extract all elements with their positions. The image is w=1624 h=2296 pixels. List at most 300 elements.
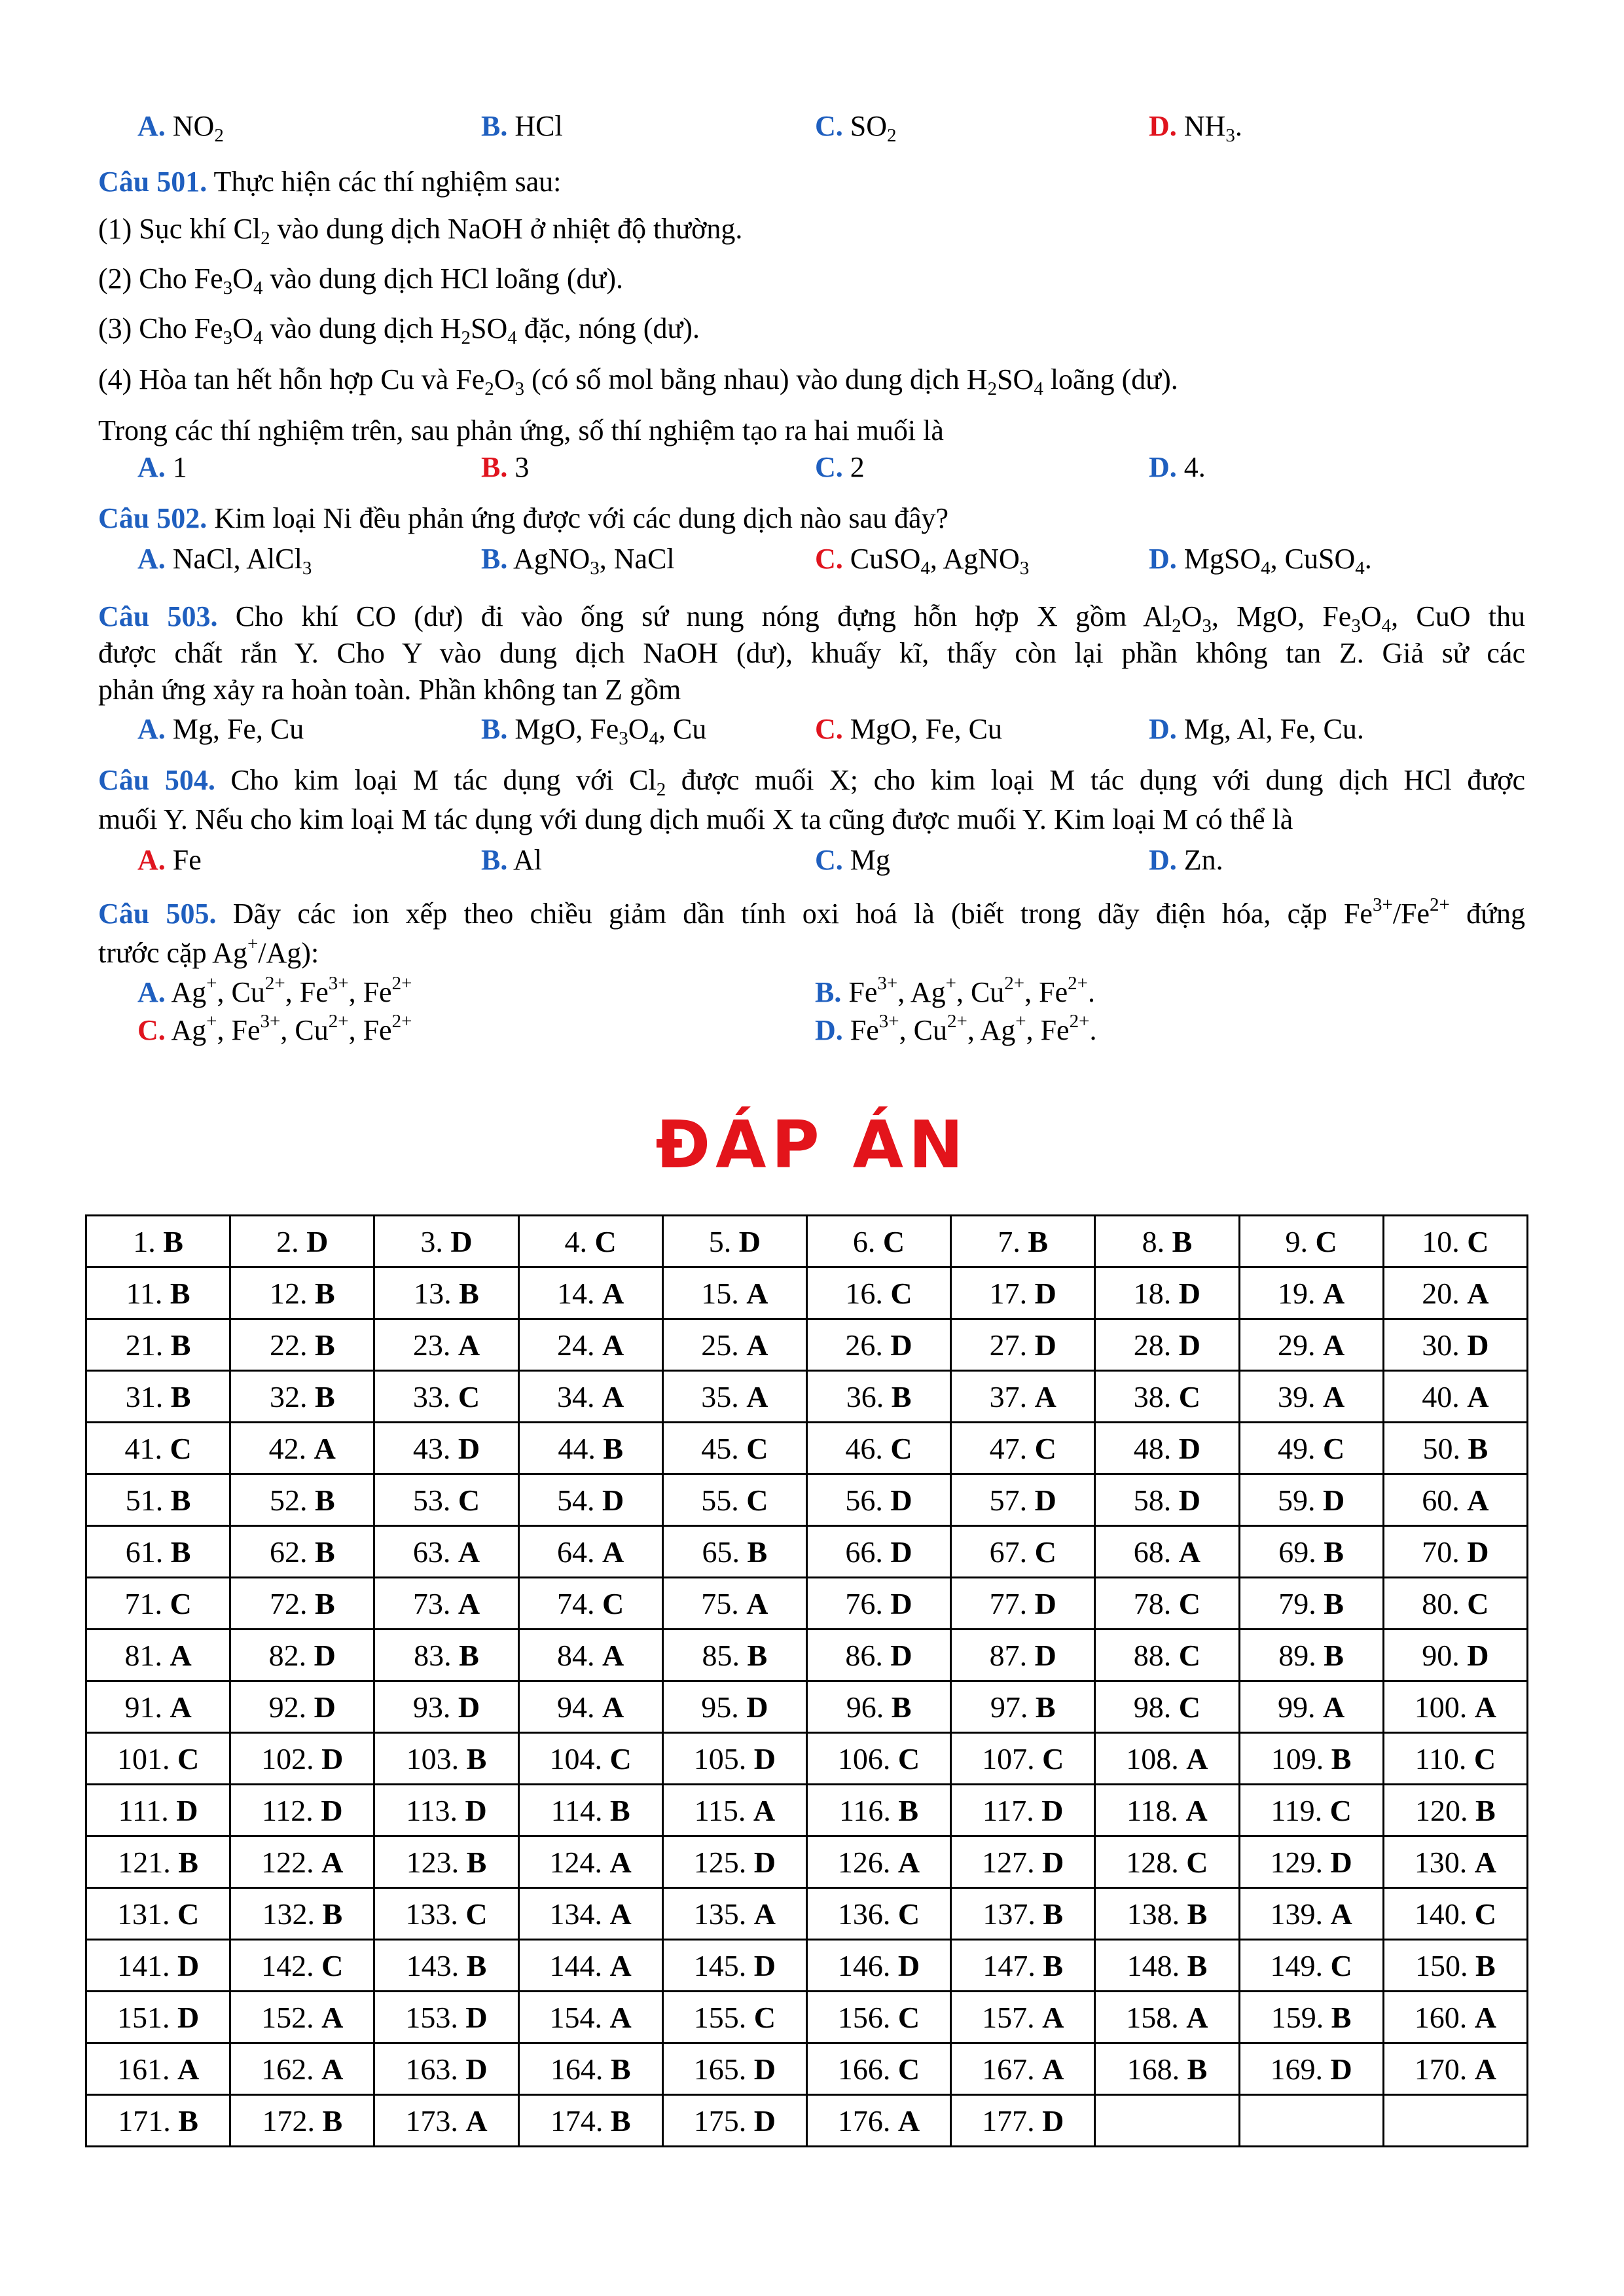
answer-cell	[951, 1940, 1095, 1992]
question-number: 34.	[557, 1379, 603, 1413]
answer-letter: C	[897, 1897, 920, 1931]
question-number: 13.	[414, 1276, 460, 1310]
answer-cell	[1383, 1474, 1527, 1526]
answer-row	[86, 1371, 1528, 1423]
answer-cell	[1095, 1681, 1239, 1733]
q501-option-d: D. 4.	[1149, 451, 1206, 483]
answer-letter: A	[1322, 1276, 1345, 1310]
question-number: 134.	[549, 1897, 610, 1931]
question-number: 9.	[1285, 1224, 1316, 1258]
question-number: 47.	[989, 1431, 1035, 1465]
answer-letter: B	[1187, 1948, 1208, 1982]
answer-cell	[1095, 1836, 1239, 1888]
q500-option-d: D. $NH_3$.	[1149, 110, 1242, 146]
answer-letter: A	[609, 2000, 632, 2034]
question-number: 83.	[414, 1638, 460, 1672]
question-number: 6.	[852, 1224, 883, 1258]
question-number: 157.	[982, 2000, 1043, 2034]
answer-cell	[662, 1836, 806, 1888]
question-number: 177.	[982, 2104, 1043, 2138]
answer-cell	[518, 1267, 662, 1319]
answer-letter: D	[1034, 1328, 1056, 1362]
question-number: 1.	[133, 1224, 164, 1258]
question-number: 96.	[846, 1690, 892, 1724]
answer-cell	[374, 2043, 518, 2095]
answer-cell	[374, 1371, 518, 1423]
answer-letter: C	[1473, 1741, 1496, 1776]
answer-cell	[1095, 1992, 1239, 2043]
answer-letter: A	[1178, 1535, 1201, 1569]
answer-letter: C	[177, 1741, 200, 1776]
answer-letter: C	[1034, 1535, 1056, 1569]
question-number: 133.	[405, 1897, 466, 1931]
answer-letter: D	[1467, 1328, 1489, 1362]
question-number: 108.	[1126, 1741, 1187, 1776]
answer-cell	[230, 1681, 374, 1733]
question-number: 130.	[1414, 1845, 1475, 1879]
answer-cell	[1383, 1630, 1527, 1681]
answer-letter: B	[178, 2104, 198, 2138]
question-number: 148.	[1127, 1948, 1187, 1982]
answer-cell	[951, 1526, 1095, 1578]
answer-letter: A	[746, 1276, 768, 1310]
q501-question: Trong các thí nghiệm trên, sau phản ứng, số thí nghiệm tạo ra hai muối là	[98, 414, 944, 446]
q500-option-a: A. $NO_2$	[137, 110, 224, 146]
answer-cell	[1095, 1940, 1239, 1992]
answer-letter: D	[314, 1638, 336, 1672]
q500-option-c: C. $SO_2$	[815, 110, 897, 146]
question-number: 131.	[117, 1897, 177, 1931]
answer-letter: D	[1322, 1483, 1345, 1517]
answer-cell	[1239, 1526, 1383, 1578]
question-number: 10.	[1422, 1224, 1468, 1258]
question-number: 152.	[261, 2000, 322, 2034]
question-number: 33.	[412, 1379, 458, 1413]
answer-letter: A	[170, 1690, 192, 1724]
answer-cell	[1239, 1888, 1383, 1940]
answer-letter: B	[170, 1276, 190, 1310]
question-number: 4.	[564, 1224, 595, 1258]
answer-cell	[230, 1785, 374, 1836]
answer-cell	[662, 1888, 806, 1940]
answer-cell	[951, 1267, 1095, 1319]
answer-cell	[86, 1630, 230, 1681]
answer-cell	[1383, 1992, 1527, 2043]
question-number: 54.	[557, 1483, 603, 1517]
answer-cell	[1095, 1578, 1239, 1630]
question-number: 139.	[1270, 1897, 1331, 1931]
question-number: 124.	[549, 1845, 610, 1879]
answer-letter: B	[1035, 1690, 1056, 1724]
answer-cell	[230, 1423, 374, 1474]
answer-cell	[1239, 2043, 1383, 2095]
answer-key-table	[85, 1214, 1528, 2147]
question-number: 149.	[1270, 1948, 1331, 1982]
answer-letter: C	[1330, 1948, 1352, 1982]
q502-option-c: C. CuSO$_4$, AgNO$_3$	[815, 543, 1030, 579]
answer-cell	[1239, 1578, 1383, 1630]
answer-letter: B	[322, 1897, 343, 1931]
answer-cell	[374, 1733, 518, 1785]
answer-row	[86, 1836, 1528, 1888]
answer-cell	[951, 1681, 1095, 1733]
answer-cell	[374, 1681, 518, 1733]
answer-cell	[806, 1940, 950, 1992]
answer-cell	[1383, 1578, 1527, 1630]
answer-letter: D	[1042, 2104, 1064, 2138]
answer-cell	[1383, 1319, 1527, 1371]
q503-option-b: B. MgO, $Fe_3O_4$, Cu	[481, 713, 707, 749]
answer-letter: D	[1330, 2052, 1352, 2086]
answer-cell	[518, 1423, 662, 1474]
question-number: 89.	[1278, 1638, 1324, 1672]
answer-letter: C	[458, 1379, 480, 1413]
answer-cell	[374, 1267, 518, 1319]
answer-cell	[806, 1888, 950, 1940]
question-number: 5.	[708, 1224, 739, 1258]
answer-cell	[86, 1216, 230, 1267]
question-number: 161.	[117, 2052, 177, 2086]
answer-cell	[230, 1578, 374, 1630]
answer-letter: A	[602, 1638, 624, 1672]
answer-letter: A	[897, 1845, 920, 1879]
question-number: 154.	[549, 2000, 610, 2034]
q504-option-a: A. Fe	[137, 844, 202, 876]
answer-cell	[951, 1319, 1095, 1371]
question-number: 21.	[125, 1328, 171, 1362]
answer-cell	[662, 1785, 806, 1836]
answer-letter: A	[602, 1690, 624, 1724]
answer-letter: A	[1330, 1897, 1352, 1931]
answer-cell	[230, 1526, 374, 1578]
answer-cell	[374, 1526, 518, 1578]
answer-letter: A	[1042, 2052, 1064, 2086]
question-number: 48.	[1133, 1431, 1179, 1465]
answer-letter: A	[746, 1328, 768, 1362]
answer-cell	[1383, 1267, 1527, 1319]
q501-item-3: (3) Cho $Fe_3O_4$ vào dung dịch $H_2SO_4$ đặc, nóng (dư).	[98, 312, 700, 348]
answer-row	[86, 1630, 1528, 1681]
answer-cell	[374, 1578, 518, 1630]
answer-cell	[1383, 1371, 1527, 1423]
answer-letter: B	[1331, 2000, 1352, 2034]
answer-letter: D	[890, 1535, 912, 1569]
answer-cell	[1383, 1940, 1527, 1992]
answer-letter: A	[609, 1897, 632, 1931]
question-number: 117.	[982, 1793, 1042, 1827]
answer-letter: D	[1330, 1845, 1352, 1879]
answer-letter: A	[753, 1793, 776, 1827]
answer-letter: B	[314, 1276, 335, 1310]
answer-cell	[230, 2095, 374, 2147]
answer-letter: B	[459, 1638, 479, 1672]
answer-cell	[662, 1526, 806, 1578]
q504-stem-line-2: muối Y. Nếu cho kim loại M tác dụng với dung dịch muối X ta cũng được muối Y. Kim loại M có thể là	[98, 803, 1293, 835]
question-number: 119.	[1271, 1793, 1330, 1827]
answer-row	[86, 1992, 1528, 2043]
answer-cell	[1239, 1474, 1383, 1526]
answer-letter: A	[1322, 1379, 1345, 1413]
answer-letter: B	[1172, 1224, 1193, 1258]
question-number: 57.	[989, 1483, 1035, 1517]
answer-cell	[806, 1216, 950, 1267]
answer-letter: B	[1187, 1897, 1208, 1931]
q504-option-b: B. Al	[481, 844, 542, 876]
answer-cell	[86, 1785, 230, 1836]
answer-cell	[1383, 1216, 1527, 1267]
answer-cell	[1095, 1733, 1239, 1785]
question-number: 175.	[693, 2104, 754, 2138]
answer-cell	[1095, 2095, 1239, 2147]
answer-letter: B	[1324, 1586, 1344, 1620]
question-number: 84.	[557, 1638, 603, 1672]
answer-letter: B	[898, 1793, 919, 1827]
answer-cell	[518, 1992, 662, 2043]
answer-row	[86, 1319, 1528, 1371]
answer-cell	[1095, 1371, 1239, 1423]
answer-letter: A	[746, 1586, 768, 1620]
answer-cell	[230, 1940, 374, 1992]
question-number: 165.	[693, 2052, 754, 2086]
q505-option-a: A. Ag+, $Cu^{2+}$, $Fe^{3+}$, $Fe^{2+}$	[137, 973, 412, 1008]
answer-letter: C	[458, 1483, 480, 1517]
q502-option-d: D. MgSO$_4$, CuSO$_4$.	[1149, 543, 1372, 579]
question-number: 61.	[125, 1535, 171, 1569]
answer-cell	[374, 1630, 518, 1681]
question-number: 155.	[693, 2000, 754, 2034]
answer-cell	[230, 1319, 374, 1371]
answer-letter: B	[891, 1379, 912, 1413]
answer-cell	[1095, 1630, 1239, 1681]
question-number: 94.	[557, 1690, 603, 1724]
q501-item-4: (4) Hòa tan hết hỗn hợp Cu và $Fe_2O_3$ (có số mol bằng nhau) vào dung dịch $H_2SO_4$ loãng (dư).	[98, 363, 1178, 399]
q502-stem: Câu 502. Kim loại Ni đều phản ứng được với các dung dịch nào sau đây?	[98, 502, 949, 534]
question-number: 71.	[124, 1586, 170, 1620]
answer-cell	[951, 1474, 1095, 1526]
question-number: 150.	[1415, 1948, 1475, 1982]
answer-letter: D	[458, 1690, 480, 1724]
answer-cell	[662, 1733, 806, 1785]
answer-row	[86, 1423, 1528, 1474]
answer-cell	[1095, 1474, 1239, 1526]
q505-option-d: D. $Fe^{3+}$, $Cu^{2+}$, Ag+, $Fe^{2+}$.	[815, 1011, 1097, 1046]
answer-letter: B	[1475, 1793, 1496, 1827]
answer-letter: C	[1315, 1224, 1337, 1258]
answer-cell	[1095, 1785, 1239, 1836]
answer-letter: D	[1178, 1431, 1201, 1465]
question-number: 125.	[693, 1845, 754, 1879]
answer-cell	[806, 1681, 950, 1733]
question-number: 126.	[837, 1845, 898, 1879]
answer-letter: B	[1028, 1224, 1049, 1258]
answer-cell	[518, 1578, 662, 1630]
question-number: 67.	[989, 1535, 1035, 1569]
question-number: 114.	[550, 1793, 610, 1827]
question-number: 162.	[261, 2052, 322, 2086]
answer-cell	[806, 1526, 950, 1578]
question-number: 40.	[1422, 1379, 1468, 1413]
answer-cell	[230, 1371, 374, 1423]
q504-option-c: C. Mg	[815, 844, 890, 876]
question-number: 107.	[982, 1741, 1043, 1776]
answer-letter: B	[314, 1483, 335, 1517]
answer-cell	[951, 1785, 1095, 1836]
answer-letter: C	[1178, 1586, 1201, 1620]
question-number: 65.	[702, 1535, 748, 1569]
answer-cell	[374, 2095, 518, 2147]
answer-cell	[806, 2043, 950, 2095]
answer-cell	[1095, 1319, 1239, 1371]
answer-cell	[518, 1630, 662, 1681]
answer-cell	[1383, 1836, 1527, 1888]
question-number: 32.	[269, 1379, 315, 1413]
answer-cell	[86, 1526, 230, 1578]
answer-letter: A	[465, 2104, 488, 2138]
answer-cell	[86, 1371, 230, 1423]
answer-cell	[662, 1992, 806, 2043]
answer-row	[86, 2043, 1528, 2095]
question-number: 85.	[702, 1638, 748, 1672]
answer-cell	[951, 1578, 1095, 1630]
answer-letter: D	[1034, 1276, 1056, 1310]
answer-letter: A	[458, 1535, 480, 1569]
question-number: 86.	[845, 1638, 891, 1672]
answer-letter: B	[314, 1535, 335, 1569]
answer-letter: B	[1468, 1431, 1489, 1465]
answer-letter: D	[458, 1431, 480, 1465]
answer-letter: A	[1322, 1328, 1345, 1362]
question-number: 138.	[1127, 1897, 1187, 1931]
answer-letter: D	[753, 1741, 776, 1776]
answer-cell	[1383, 1423, 1527, 1474]
answer-cell	[662, 1940, 806, 1992]
answer-cell	[1095, 1267, 1239, 1319]
answer-letter: D	[890, 1638, 912, 1672]
answer-row	[86, 1474, 1528, 1526]
answer-cell	[1095, 1526, 1239, 1578]
answer-cell	[230, 1630, 374, 1681]
answer-letter: C	[746, 1483, 768, 1517]
answer-cell	[86, 1733, 230, 1785]
answer-cell	[518, 1474, 662, 1526]
answer-cell	[374, 1836, 518, 1888]
question-number: 43.	[412, 1431, 458, 1465]
answer-letter: A	[602, 1328, 624, 1362]
question-number: 121.	[118, 1845, 179, 1879]
question-number: 163.	[405, 2052, 466, 2086]
answer-cell	[806, 1992, 950, 2043]
question-number: 20.	[1422, 1276, 1468, 1310]
question-number: 118.	[1127, 1793, 1186, 1827]
question-number: 158.	[1126, 2000, 1187, 2034]
q503-option-d: D. Mg, Al, Fe, Cu.	[1149, 713, 1364, 745]
question-number: 171.	[118, 2104, 179, 2138]
answer-letter: C	[897, 2000, 920, 2034]
answer-letter: A	[753, 1897, 776, 1931]
q501-option-b: B. 3	[481, 451, 530, 483]
answer-cell	[951, 1836, 1095, 1888]
answer-cell	[1239, 1992, 1383, 2043]
answer-cell	[1239, 1423, 1383, 1474]
answer-cell	[806, 1474, 950, 1526]
answer-letter: A	[602, 1379, 624, 1413]
answer-cell	[806, 1371, 950, 1423]
answer-letter: C	[1186, 1845, 1208, 1879]
question-number: 153.	[405, 2000, 466, 2034]
q501-item-2: (2) Cho $Fe_3O_4$ vào dung dịch HCl loãng (dư).	[98, 263, 623, 299]
answer-cell	[374, 1940, 518, 1992]
question-number: 87.	[989, 1638, 1035, 1672]
answer-cell	[951, 1992, 1095, 2043]
question-number: 55.	[701, 1483, 747, 1517]
answer-letter: B	[322, 2104, 343, 2138]
answer-letter: A	[1474, 1690, 1496, 1724]
question-number: 52.	[269, 1483, 315, 1517]
answer-letter: A	[1034, 1379, 1056, 1413]
question-number: 146.	[837, 1948, 898, 1982]
answer-letter: C	[897, 2052, 920, 2086]
question-number: 101.	[117, 1741, 177, 1776]
answer-cell	[662, 1630, 806, 1681]
answer-letter: A	[609, 1845, 632, 1879]
answer-cell	[806, 1785, 950, 1836]
question-number: 176.	[837, 2104, 898, 2138]
answer-letter: B	[466, 1948, 487, 1982]
question-number: 128.	[1126, 1845, 1187, 1879]
answer-letter: B	[603, 1431, 623, 1465]
answer-cell	[518, 2095, 662, 2147]
answer-letter: D	[753, 2052, 776, 2086]
answer-cell	[518, 1681, 662, 1733]
answer-letter: D	[890, 1586, 912, 1620]
answer-letter: D	[176, 1793, 198, 1827]
answer-letter: C	[602, 1586, 624, 1620]
answer-letter: A	[314, 1431, 336, 1465]
answer-letter: C	[170, 1586, 192, 1620]
question-number: 142.	[261, 1948, 322, 1982]
answer-letter: C	[882, 1224, 905, 1258]
question-number: 74.	[557, 1586, 603, 1620]
answer-letter: D	[1034, 1638, 1056, 1672]
question-number: 50.	[1422, 1431, 1468, 1465]
question-number: 93.	[412, 1690, 458, 1724]
answer-letter: A	[1042, 2000, 1064, 2034]
answer-letter: D	[897, 1948, 920, 1982]
answer-cell	[230, 1216, 374, 1267]
answer-letter: B	[1043, 1948, 1064, 1982]
answer-letter: B	[163, 1224, 183, 1258]
answer-letter: A	[321, 2052, 344, 2086]
answer-letter: D	[1178, 1276, 1201, 1310]
question-number: 174.	[550, 2104, 611, 2138]
question-number: 173.	[405, 2104, 466, 2138]
question-number: 172.	[262, 2104, 323, 2138]
answer-row	[86, 1733, 1528, 1785]
question-number: 11.	[126, 1276, 170, 1310]
question-number: 170.	[1414, 2052, 1475, 2086]
answer-letter: B	[747, 1638, 768, 1672]
question-number: 132.	[262, 1897, 323, 1931]
answer-cell	[1239, 2095, 1383, 2147]
question-number: 19.	[1277, 1276, 1323, 1310]
answer-cell	[1383, 1888, 1527, 1940]
question-number: 2.	[276, 1224, 307, 1258]
question-number: 56.	[845, 1483, 891, 1517]
question-number: 73.	[412, 1586, 458, 1620]
question-number: 64.	[557, 1535, 603, 1569]
question-number: 110.	[1415, 1741, 1474, 1776]
answer-cell	[1095, 1888, 1239, 1940]
